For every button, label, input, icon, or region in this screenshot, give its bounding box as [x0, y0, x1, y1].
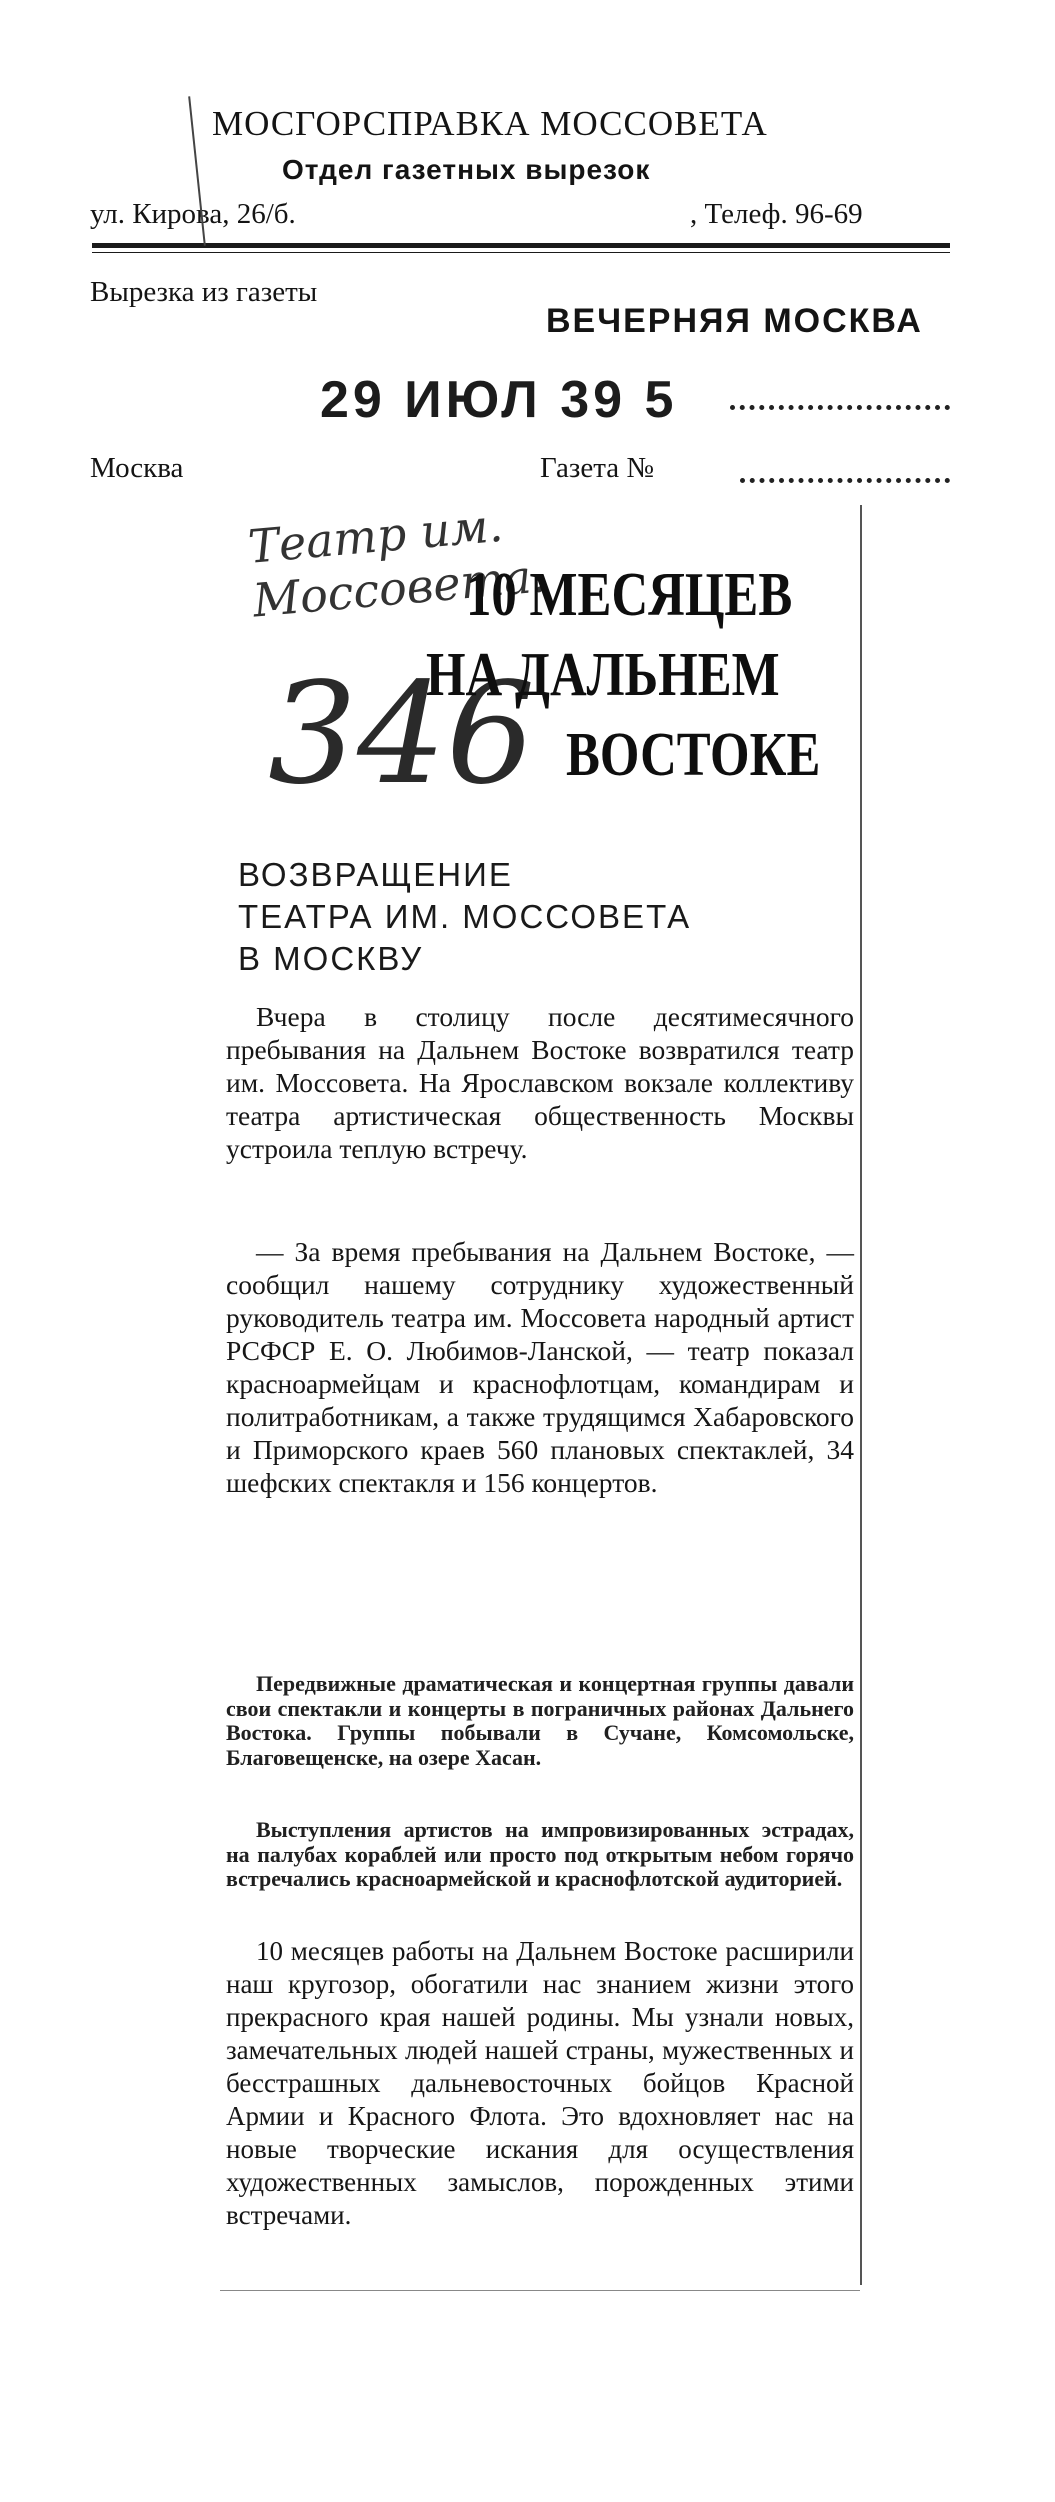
date-stamp: 29 ИЮЛ 39 5	[320, 371, 678, 429]
gazette-number-label: Газета №	[540, 452, 655, 484]
headline-line-2: НА ДАЛЬНЕМ	[426, 641, 780, 709]
column-bottom-border	[220, 2290, 860, 2291]
headline-line-1: 10 МЕСЯЦЕВ	[466, 561, 793, 629]
column-right-border	[860, 505, 862, 2285]
handwritten-number: 346	[268, 653, 536, 816]
bureau-address: ул. Кирова, 26/б.	[90, 198, 296, 230]
bureau-phone: , Телеф. 96-69	[690, 198, 863, 230]
date-dotted-line	[730, 405, 950, 410]
article-paragraph-4: Выступления артистов на импровизированных эстрадах, на палубах кораблей или просто под открытым небом горячо встречались красноармейской и краснофлотской аудиторией.	[226, 1817, 854, 1891]
bureau-name: МОСГОРСПРАВКА МОССОВЕТА	[212, 104, 768, 143]
bureau-department: Отдел газетных вырезок	[282, 154, 651, 185]
article-paragraph-2: — За время пребывания на Дальнем Востоке, — сообщил нашему сотруднику художественный руководитель театра им. Моссовета народный артист РСФСР Е. О. Любимов-Ланской, — театр показал красноармейцам и краснофлотцам, командирам и политработникам, а также трудящимся Хабаровского и Приморского краев 560 плановых спектаклей, 34 шефских спектакля и 156 концертов.	[226, 1236, 854, 1498]
subheadline-line-2: ТЕАТРА ИМ. МОССОВЕТА	[238, 898, 692, 935]
article-paragraph-5: 10 месяцев работы на Дальнем Востоке расширили наш кругозор, обогатили нас знанием жизни этого прекрасного края нашей родины. Мы узнали новых, замечательных людей нашей страны, мужественных и бесстрашных дальневосточных бойцов Красной Армии и Красного Флота. Это вдохновляет нас на новые творческие искания для осуществления художественных замыслов, порожденных этими встречами.	[226, 1936, 854, 2230]
article-paragraph-3: Передвижные драматическая и концертная группы давали свои спектакли и концерты в пограничных районах Дальнего Востока. Группы побывали в Сучане, Комсомольске, Благовещенске, на озере Хасан.	[226, 1671, 854, 1770]
article-paragraph-1: Вчера в столицу после десятимесячного пребывания на Дальнем Востоке возвратился театр им. Моссовета. На Ярославском вокзале коллективу театра артистическая общественность Москвы устроила теплую встречу.	[226, 1001, 854, 1164]
subheadline-line-3: В МОСКВУ	[238, 940, 424, 977]
headline-line-3: ВОСТОКЕ	[566, 721, 821, 789]
handwritten-note: Театр им. Моссовета.	[245, 497, 548, 628]
header-rule	[92, 243, 950, 248]
gazette-dotted-line	[740, 478, 950, 483]
header-rule-thin	[92, 252, 950, 253]
subheadline-line-1: ВОЗВРАЩЕНИЕ	[238, 856, 513, 893]
city-label: Москва	[90, 452, 184, 484]
clipping-label: Вырезка из газеты	[90, 276, 318, 308]
newspaper-name: ВЕЧЕРНЯЯ МОСКВА	[546, 302, 923, 340]
